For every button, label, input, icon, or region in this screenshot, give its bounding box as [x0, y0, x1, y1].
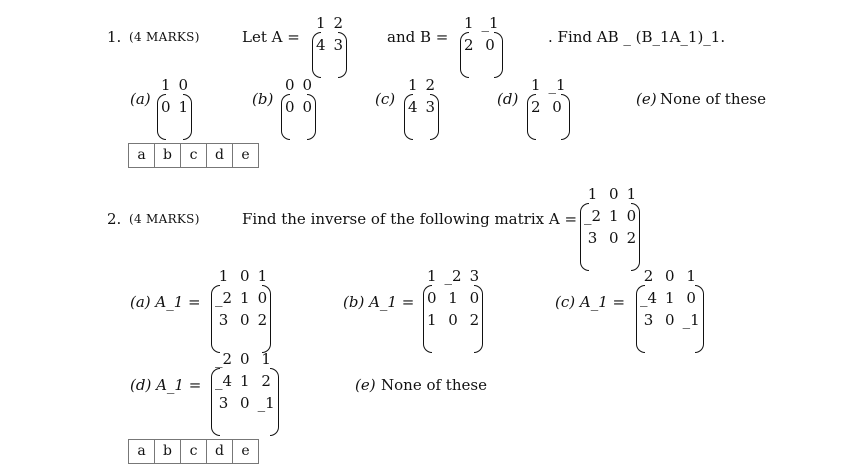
- matrix-cell: 0: [161, 98, 171, 116]
- matrix-cell: 1: [464, 14, 474, 32]
- matrix-cell: 2: [531, 98, 541, 116]
- matrix-cell: 3: [218, 311, 229, 329]
- right-paren: [631, 203, 640, 271]
- matrix-cell: 1: [161, 76, 171, 94]
- matrix-cell: 1: [665, 289, 675, 307]
- matrix-cell: _1: [548, 76, 566, 94]
- answer-choice-e[interactable]: e: [241, 147, 250, 163]
- matrix-cell: _4: [215, 372, 233, 390]
- matrix-cell: 0: [485, 36, 495, 54]
- matrix-cell: 2: [469, 311, 480, 329]
- answer-choice-b[interactable]: b: [155, 440, 181, 463]
- matrix-cell: 4: [316, 36, 326, 54]
- matrix-cell: 2: [257, 311, 268, 329]
- left-paren: [404, 94, 413, 140]
- answer-choice-b[interactable]: b: [155, 144, 181, 167]
- q1-find-text: . Find AB _ (B_1A_1)_1.: [548, 28, 726, 46]
- left-paren: [580, 203, 589, 271]
- q2-option-e-label: (e): [355, 376, 376, 394]
- matrix-cell: 1: [686, 267, 696, 285]
- matrix-cell: 1: [218, 267, 229, 285]
- left-paren: [281, 94, 290, 140]
- right-paren: [183, 94, 192, 140]
- matrix-cell: 2: [261, 372, 271, 390]
- left-paren: [527, 94, 536, 140]
- answer-choice-d[interactable]: d: [207, 144, 233, 167]
- matrix-cell: _2: [444, 267, 462, 285]
- answer-choice-c[interactable]: c: [181, 440, 207, 463]
- matrix-cell: 1: [448, 289, 458, 307]
- answer-choice-a[interactable]: a: [129, 144, 155, 167]
- right-paren: [270, 368, 279, 436]
- q1-marks: (4 MARKS): [129, 30, 200, 44]
- matrix-cell: 1: [609, 207, 619, 225]
- matrix-cell: 0: [686, 289, 696, 307]
- q2-option-b-matrix: [423, 265, 483, 331]
- matrix-cell: 1: [240, 289, 250, 307]
- matrix-cell: 0: [665, 311, 675, 329]
- q1-matrix-b: [460, 12, 503, 56]
- left-paren: [312, 32, 321, 78]
- q1-number: 1.: [107, 28, 122, 46]
- matrix-cell: 0: [257, 289, 268, 307]
- right-paren: [338, 32, 347, 78]
- matrix-cell: _2: [215, 350, 233, 368]
- matrix-cell: 3: [587, 229, 598, 247]
- matrix-cell: 1: [427, 267, 437, 285]
- matrix-cell: 1: [261, 350, 271, 368]
- matrix-cell: 1: [408, 76, 418, 94]
- matrix-cell: 0: [285, 76, 295, 94]
- answer-choice-d[interactable]: d: [207, 440, 233, 463]
- matrix-cell: 3: [469, 267, 480, 285]
- matrix-cell: 0: [552, 98, 562, 116]
- matrix-cell: 0: [626, 207, 637, 225]
- right-paren: [695, 285, 704, 353]
- q2-answer-box: [128, 439, 259, 464]
- q1-matrix-a: [312, 12, 347, 56]
- left-paren: [423, 285, 432, 353]
- matrix-cell: 3: [425, 98, 436, 116]
- q2-option-c-label: (c) A_1 =: [555, 293, 626, 311]
- matrix-cell: 1: [316, 14, 326, 32]
- matrix-cell: _1: [257, 394, 275, 412]
- matrix-cell: 0: [469, 289, 480, 307]
- matrix-cell: 0: [665, 267, 675, 285]
- matrix-cell: 0: [240, 350, 250, 368]
- matrix-cell: 0: [448, 311, 458, 329]
- matrix-cell: 0: [240, 311, 250, 329]
- q2-option-a-label: (a) A_1 =: [130, 293, 201, 311]
- matrix-cell: 4: [408, 98, 418, 116]
- matrix-cell: 1: [178, 98, 189, 116]
- matrix-cell: 1: [587, 185, 598, 203]
- left-paren: [211, 368, 220, 436]
- q2-option-e-text: None of these: [381, 376, 487, 394]
- matrix-cell: 0: [240, 394, 250, 412]
- q1-option-c-matrix: [404, 74, 439, 118]
- q2-prompt: Find the inverse of the following matrix A =: [242, 210, 578, 228]
- matrix-cell: 1: [531, 76, 541, 94]
- right-paren: [474, 285, 483, 353]
- matrix-cell: 3: [218, 394, 229, 412]
- matrix-cell: 0: [302, 76, 313, 94]
- q1-answer-box: [128, 143, 259, 168]
- right-paren: [262, 285, 271, 353]
- matrix-cell: 0: [609, 229, 619, 247]
- left-paren: [636, 285, 645, 353]
- q1-option-a-label: (a): [130, 90, 151, 108]
- q2-matrix-a: [580, 183, 640, 249]
- matrix-cell: 1: [240, 372, 250, 390]
- left-paren: [211, 285, 220, 353]
- q1-option-b-matrix: [281, 74, 316, 118]
- matrix-cell: 2: [425, 76, 436, 94]
- q1-option-d-matrix: [527, 74, 570, 118]
- q1-option-d-label: (d): [497, 90, 519, 108]
- left-paren: [157, 94, 166, 140]
- q1-option-e-label: (e): [636, 90, 657, 108]
- q2-marks: (4 MARKS): [129, 212, 200, 226]
- matrix-cell: 3: [643, 311, 654, 329]
- matrix-cell: _1: [481, 14, 499, 32]
- matrix-cell: 0: [609, 185, 619, 203]
- matrix-cell: _1: [682, 311, 700, 329]
- matrix-cell: 2: [333, 14, 344, 32]
- q2-option-a-matrix: [211, 265, 271, 331]
- matrix-cell: 2: [626, 229, 637, 247]
- right-paren: [561, 94, 570, 140]
- q2-number: 2.: [107, 210, 122, 228]
- q1-let-label: Let A =: [242, 28, 300, 46]
- matrix-cell: 0: [178, 76, 189, 94]
- matrix-cell: 0: [240, 267, 250, 285]
- answer-choice-e[interactable]: e: [241, 443, 250, 459]
- right-paren: [494, 32, 503, 78]
- right-paren: [430, 94, 439, 140]
- q2-option-c-matrix: [636, 265, 704, 331]
- matrix-cell: _2: [584, 207, 602, 225]
- left-paren: [460, 32, 469, 78]
- matrix-cell: 1: [427, 311, 437, 329]
- answer-choice-c[interactable]: c: [181, 144, 207, 167]
- matrix-cell: 3: [333, 36, 344, 54]
- matrix-cell: 2: [464, 36, 474, 54]
- q2-option-b-label: (b) A_1 =: [343, 293, 415, 311]
- matrix-cell: _4: [640, 289, 658, 307]
- q1-option-b-label: (b): [252, 90, 274, 108]
- q1-option-c-label: (c): [375, 90, 396, 108]
- matrix-cell: 1: [626, 185, 637, 203]
- matrix-cell: 0: [427, 289, 437, 307]
- matrix-cell: 1: [257, 267, 268, 285]
- right-paren: [307, 94, 316, 140]
- matrix-cell: 0: [302, 98, 313, 116]
- q2-option-d-label: (d) A_1 =: [130, 376, 202, 394]
- q1-and-label: and B =: [387, 28, 449, 46]
- matrix-cell: 0: [285, 98, 295, 116]
- q1-option-a-matrix: [157, 74, 192, 118]
- answer-choice-a[interactable]: a: [129, 440, 155, 463]
- matrix-cell: 2: [643, 267, 654, 285]
- matrix-cell: _2: [215, 289, 233, 307]
- q2-option-d-matrix: [211, 348, 279, 414]
- q1-option-e-text: None of these: [660, 90, 766, 108]
